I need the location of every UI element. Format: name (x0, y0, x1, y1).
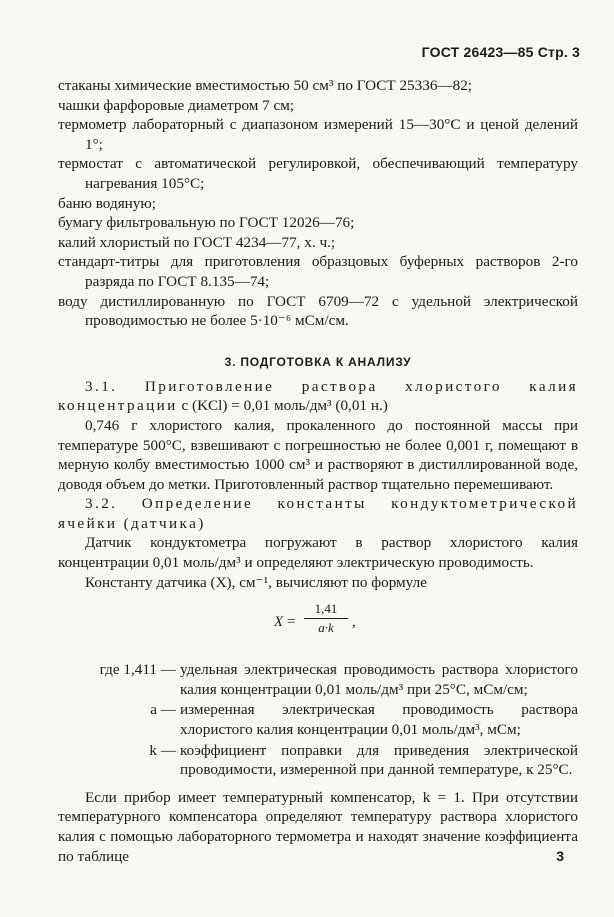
list-item: чашки фарфоровые диаметром 7 см; (58, 96, 295, 114)
list-item: термостат с автоматической регулировкой, обеспечивающий температуру нагревания 105°С; (58, 155, 578, 192)
subsection-heading: 3.1. Приготовление раствора хлористого калия концентрации (58, 377, 578, 415)
page-number: 3 (556, 848, 564, 864)
list-item: бумагу фильтровальную по ГОСТ 12026—76; (58, 214, 355, 232)
definition-term: k — (149, 741, 176, 759)
paragraph: Датчик кондуктометра погружают в раствор хлористого калия концентрации 0,01 моль/дм³ и определяют электрическую проводимость. (58, 534, 578, 572)
formula (58, 598, 578, 650)
definition-term: где 1,411 — (99, 661, 176, 679)
formula-denominator: a·k (318, 620, 334, 636)
definition-term: a — (150, 701, 176, 719)
definitions-list (58, 660, 578, 780)
paragraph: Константу датчика (X), см⁻¹, вычисляют по формуле (85, 573, 427, 591)
paragraph: 0,746 г хлористого калия, прокаленного до постоянной массы при температуре 500°С, взвешивают с погрешностью не более 0,001 г, помещают в мерную колбу вместимостью 1000 см³ и растворяют в дистиллированной воде, доводя объем до метки. Приготовленный раствор тщательно перемешивают. (58, 416, 578, 493)
formula-equals: = (287, 614, 296, 631)
subsection-heading-rest: с (KCl) = 0,01 моль/дм³ (0,01 н.) (181, 397, 388, 415)
list-item: воду дистиллированную по ГОСТ 6709—72 с удельной электрической проводимостью не более 5·10⁻⁶ мСм/см. (58, 292, 578, 330)
list-item: калий хлористый по ГОСТ 4234—77, х. ч.; (58, 233, 336, 251)
definition-item (58, 700, 578, 739)
definition-item (58, 741, 578, 780)
definition-text: коэффициент поправки для приведения электрической проводимости, измеренной при данной температуре, к 25°С. (180, 741, 578, 779)
paragraph: Если прибор имеет температурный компенсатор, k = 1. При отсутствии температурного компенсатора определяют температуру раствора хлористого калия с помощью лабораторного термометра и находят значение коэффициента по таблице (58, 788, 578, 865)
page-content (58, 76, 578, 866)
page-header (422, 44, 580, 60)
subsection-3-1 (58, 377, 578, 416)
subsection-3-2-heading: 3.2. Определение константы кондуктометрической ячейки (датчика) (58, 495, 578, 532)
standard-number: ГОСТ 26423—85 (421, 44, 534, 60)
formula-lhs: X (274, 614, 284, 631)
formula-comma: , (352, 614, 356, 631)
header-page: Стр. 3 (537, 44, 580, 60)
formula-fraction (304, 600, 348, 637)
section-title: 3. ПОДГОТОВКА К АНАЛИЗУ (224, 354, 412, 369)
list-item: стаканы химические вместимостью 50 см³ по ГОСТ 25336—82; (58, 77, 473, 94)
formula-numerator: 1,41 (304, 600, 348, 619)
definition-item (58, 660, 578, 699)
definition-text: измеренная электрическая проводимость раствора хлористого калия концентрации 0,01 моль/дм³, мСм; (180, 701, 578, 739)
list-item: баню водяную; (58, 194, 156, 212)
definition-text: удельная электрическая проводимость раствора хлористого калия концентрации 0,01 моль/дм³ при 25°С, мСм/см; (180, 661, 578, 698)
list-item: стандарт-титры для приготовления образцовых буферных растворов 2-го разряда по ГОСТ 8.135—74; (58, 253, 578, 290)
list-item: термометр лабораторный с диапазоном измерений 15—30°С и ценой делений 1°; (58, 116, 578, 153)
